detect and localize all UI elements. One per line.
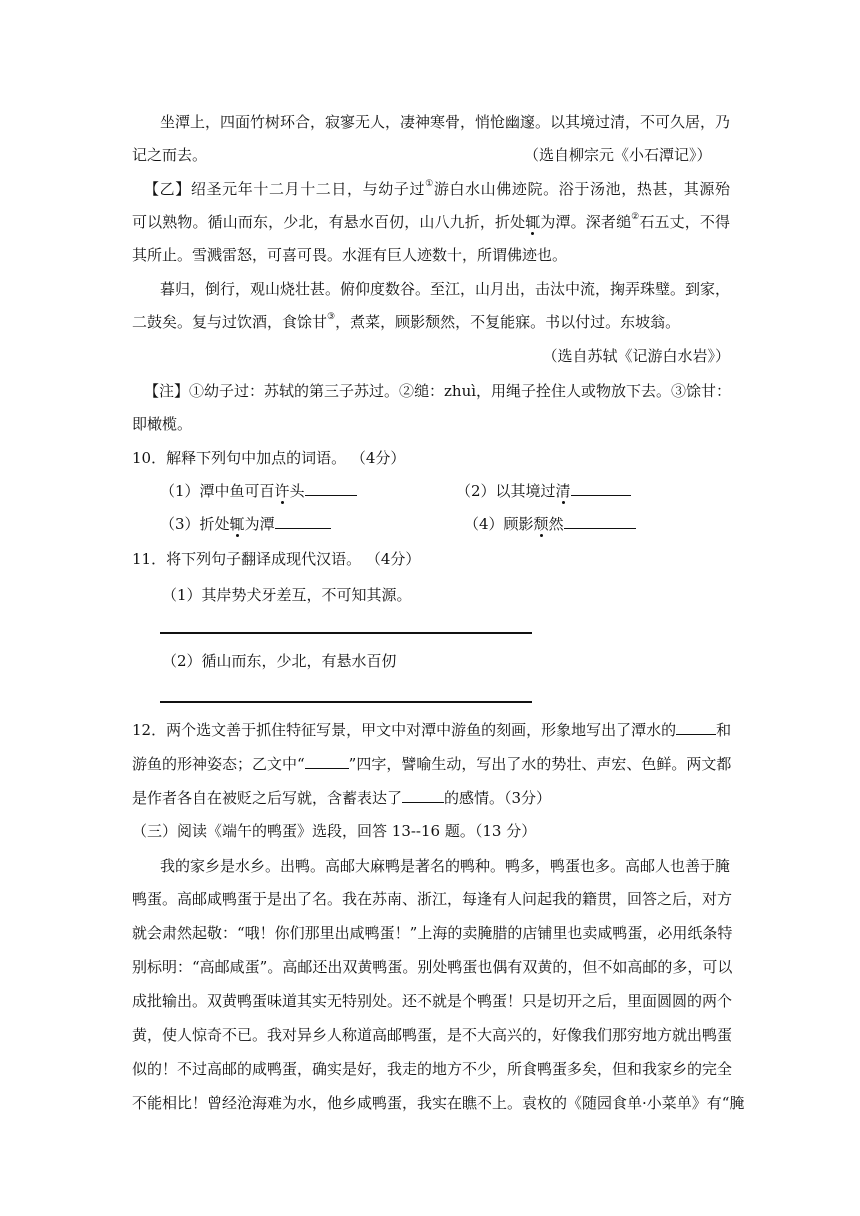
q11-answer-line-2[interactable] [160,701,532,703]
passage-b-line-2: 可以熟物。循山而东，少北，有悬水百仞，山八九折，折处辄为潭。深者缒②石五丈，不得 [132,212,730,231]
q10-item-1: （1）潭中鱼可百许头 [160,481,357,501]
answer-blank[interactable] [676,720,716,735]
section-3-line: 别标明：“高邮咸蛋”。高邮还出双黄鸭蛋。别处鸭蛋也偶有双黄的，但不如高邮的多，可以 [132,958,733,976]
section-3-line: 成批输出。双黄鸭蛋味道其实无特别处。还不就是个鸭蛋！只是切开之后，里面圆圆的两个 [132,992,733,1010]
passage-a-line-1: 坐潭上，四面竹树环合，寂寥无人，凄神寒骨，悄怆幽邃。以其境过清，不可久居，乃 [160,113,731,131]
q10-title: 10．解释下列句中加点的词语。 （4分） [132,449,406,467]
q10-item-4: （4）顾影颓然 [464,514,636,534]
section-3-line: 我的家乡是水乡。出鸭。高邮大麻鸭是著名的鸭种。鸭多，鸭蛋也多。高邮人也善于腌 [160,857,731,875]
passage-b-line-5: 二鼓矣。复与过饮酒，食馀甘③，煮菜，顾影颓然，不复能寐。书以付过。东坡翁。 [132,312,681,331]
passage-b-line-3: 其所止。雪溅雷怒，可喜可畏。水涯有巨人迹数十，所谓佛迹也。 [132,246,568,264]
q11-sentence-1: （1）其岸势犬牙差互，不可知其源。 [162,586,412,604]
notes-line-2: 即橄榄。 [132,415,193,433]
q11-answer-line-1[interactable] [160,632,532,634]
section-3-line: 黄，使人惊奇不已。我对异乡人称道高邮鸭蛋，是不大高兴的，好像我们那穷地方就出鸭蛋 [132,1026,733,1044]
q11-title: 11．将下列句子翻译成现代汉语。 （4分） [132,550,421,568]
section-3-line: 不能相比！曾经沧海难为水，他乡咸鸭蛋，我实在瞧不上。袁枚的《随园食单·小菜单》有“腌 [132,1094,745,1112]
q12-line-2: 游鱼的形神姿态；乙文中“ ”四字，譬喻生动，写出了水的势壮、声宏、色鲜。两文都 [132,755,732,773]
q12-line-3: 是作者各自在被贬之后写就，含蓄表达了 的感情。（3分） [132,789,552,807]
q12-line-1: 12．两个选文善于抓住特征写景，甲文中对潭中游鱼的刻画，形象地写出了潭水的 和 [132,721,732,739]
passage-a-source: （选自柳宗元《小石潭记》） [524,146,712,164]
section-3-title: （三）阅读《端午的鸭蛋》选段，回答 13--16 题。（13 分） [132,822,537,840]
answer-blank[interactable] [305,481,357,496]
answer-blank[interactable] [402,788,444,803]
passage-b-line-1: 【乙】绍圣元年十二月十二日，与幼子过①游白水山佛迹院。浴于汤池，热甚，其源殆 [144,179,730,198]
q10-item-2: （2）以其境过清 [456,481,631,501]
section-3-line: 就会肃然起敬：“哦！你们那里出咸鸭蛋！”上海的卖腌腊的店铺里也卖咸鸭蛋，必用纸条特 [132,924,733,942]
section-3-line: 似的！不过高邮的咸鸭蛋，确实是好，我走的地方不少，所食鸭蛋多矣，但和我家乡的完全 [132,1060,733,1078]
answer-blank[interactable] [275,514,331,529]
answer-blank[interactable] [564,514,636,529]
passage-a-line-2: 记之而去。 [132,146,208,164]
q10-item-3: （3）折处辄为潭 [160,514,331,534]
passage-b-source: （选自苏轼《记游白水岩》） [542,347,730,365]
notes-line-1: 【注】①幼子过：苏轼的第三子苏过。②缒：zhuì，用绳子拴住人或物放下去。③馀甘： [144,382,732,400]
answer-blank[interactable] [305,754,349,769]
passage-b-line-4: 暮归，倒行，观山烧壮甚。俯仰度数谷。至江，山月出，击汰中流，掬弄珠璧。到家， [160,280,731,298]
section-3-line: 鸭蛋。高邮咸鸭蛋于是出了名。我在苏南、浙江，每逢有人问起我的籍贯，回答之后，对方 [132,890,733,908]
answer-blank[interactable] [571,481,631,496]
q11-sentence-2: （2）循山而东，少北，有悬水百仞 [162,652,397,670]
